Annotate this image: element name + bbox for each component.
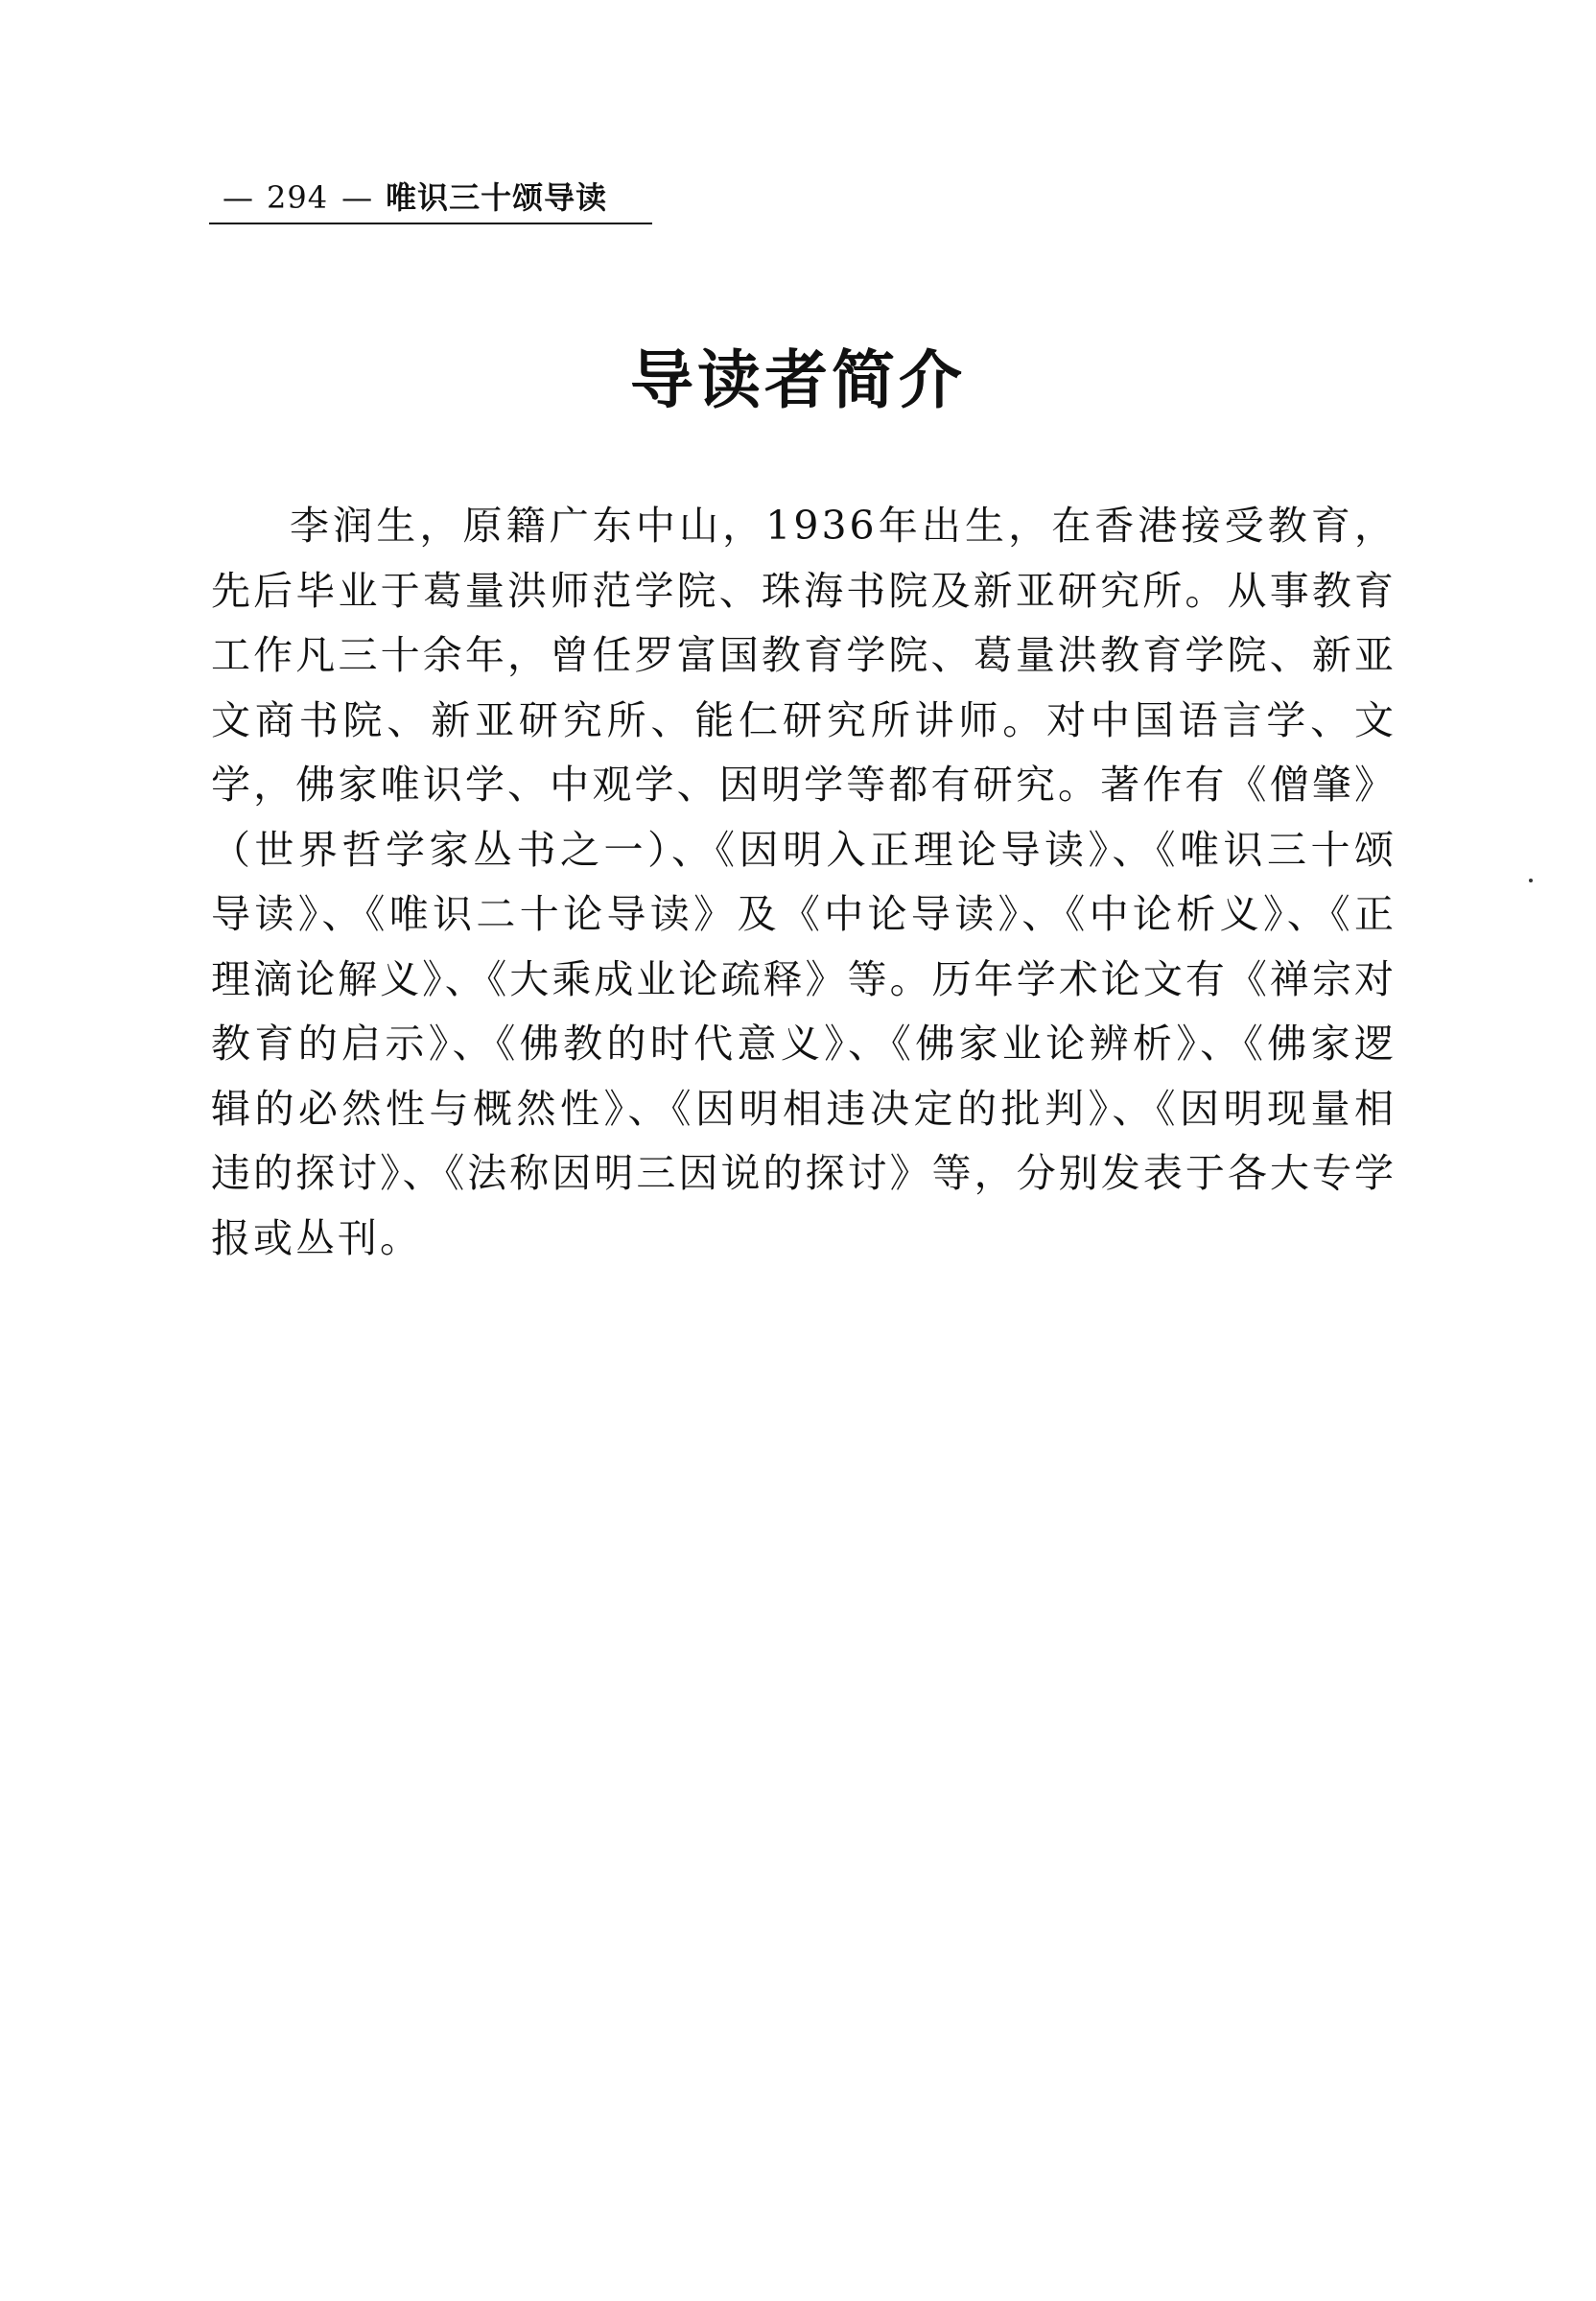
scan-speck xyxy=(1529,879,1533,882)
header-dash-left: — xyxy=(223,179,253,216)
running-header xyxy=(209,178,652,224)
author-bio-paragraph: 李润生，原籍广东中山，1936年出生，在香港接受教育，先后毕业于葛量洪师范学院、珠海书院及新亚研究所。从事教育工作凡三十余年，曾任罗富国教育学院、葛量洪教育学院、新亚文商书院、新亚研究所、能仁研究所讲师。对中国语言学、文学，佛家唯识学、中观学、因明学等都有研究。著作有《僧肇》（世界哲学家丛书之一）、《因明入正理论导读》、《唯识三十颂导读》、《唯识二十论导读》及《中论导读》、《中论析义》、《正理滴论解义》、《大乘成业论疏释》等。历年学术论文有《禅宗对教育的启示》、《佛教的时代意义》、《佛家业论辨析》、《佛家逻辑的必然性与概然性》、《因明相违决定的批判》、《因明现量相违的探讨》、《法称因明三因说的探讨》等，分别发表于各大专学报或丛刊。 xyxy=(211,503,1396,1261)
book-title: 唯识三十颂导读 xyxy=(386,179,608,216)
page-title: 导读者简介 xyxy=(630,343,966,417)
header-dash-right: — xyxy=(341,179,373,216)
page-number: 294 xyxy=(267,179,329,216)
